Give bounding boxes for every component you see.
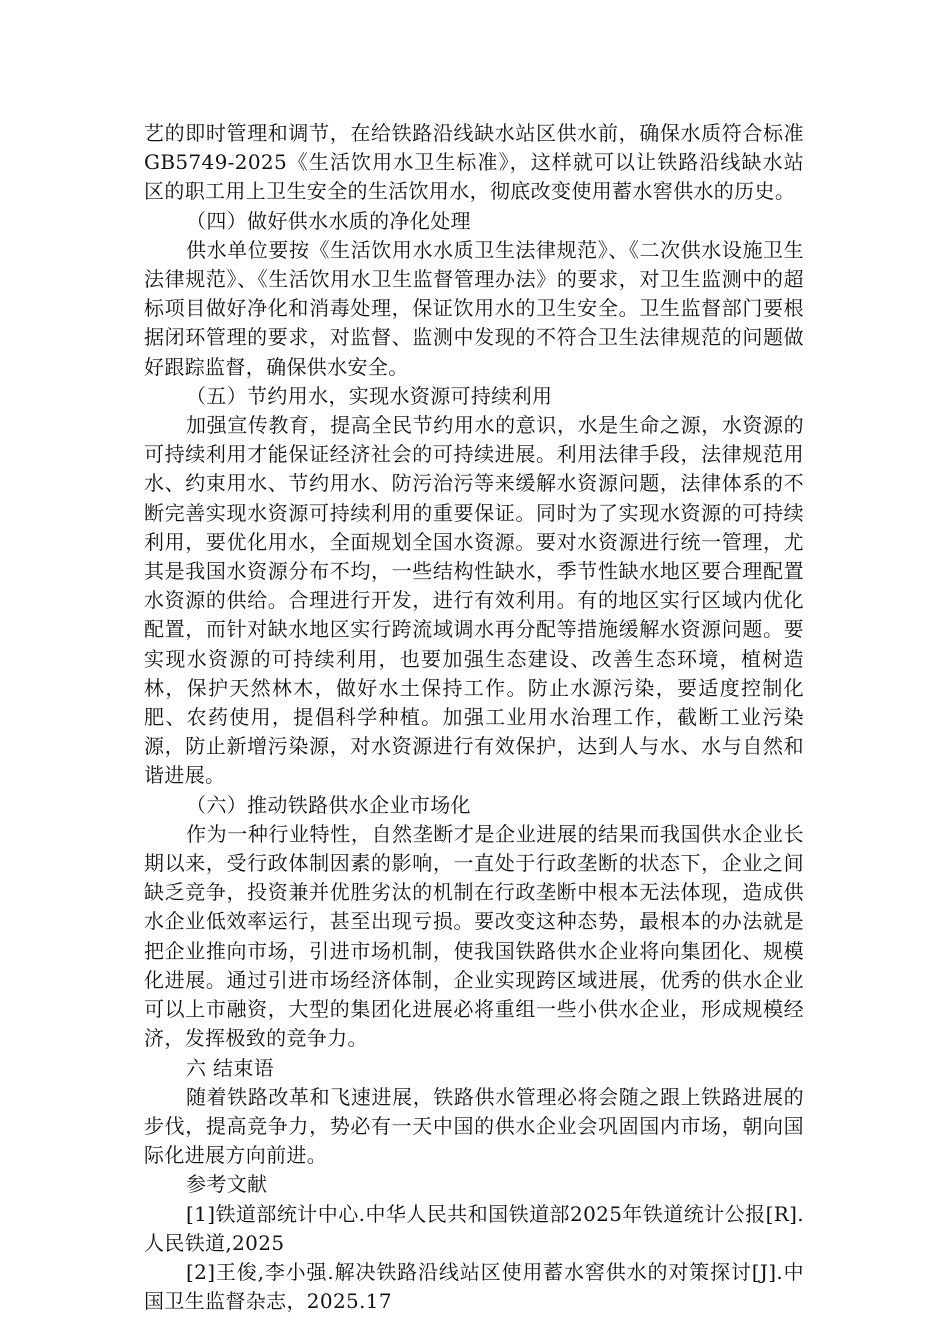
reference-item: [1]铁道部统计中心.中华人民共和国铁道部2025年铁道统计公报[R].人民铁道,2025 <box>144 1201 804 1255</box>
references-heading: 参考文献 <box>186 1172 268 1197</box>
document-page <box>144 119 804 1316</box>
paragraph-water-saving: 加强宣传教育，提高全民节约用水的意识，水是生命之源，水资源的可持续利用才能保证经济社会的可持续进展。利用法律手段，法律规范用水、约束用水、节约用水、防污治污等来缓解水资源问题，法律体系的不断完善实现水资源可持续利用的重要保证。同时为了实现水资源的可持续利用，要优化用水，全面规划全国水资源。要对水资源进行统一管理，尤其是我国水资源分布不均，一些结构性缺水，季节性缺水地区要合理配置水资源的供给。合理进行开发，进行有效利用。有的地区实行区域内优化配置，而针对缺水地区实行跨流域调水再分配等措施缓解水资源问题。要实现水资源的可持续利用，也要加强生态建设、改善生态环境，植树造林，保护天然林木，做好水土保持工作。防止水源污染，要适度控制化肥、农药使用，提倡科学种植。加强工业用水治理工作，截断工业污染源，防止新增污染源，对水资源进行有效保护，达到人与水、水与自然和谐进展。 <box>144 413 804 788</box>
conclusion-heading: 六 结束语 <box>186 1055 275 1080</box>
paragraph-purification: 供水单位要按《生活饮用水水质卫生法律规范》、《二次供水设施卫生法律规范》、《生活饮用水卫生监督管理办法》的要求，对卫生监测中的超标项目做好净化和消毒处理，保证饮用水的卫生安全。卫生监督部门要根据闭环管理的要求，对监督、监测中发现的不符合卫生法律规范的问题做好跟踪监督，确保供水安全。 <box>144 237 804 379</box>
paragraph-marketization: 作为一种行业特性，自然垄断才是企业进展的结果而我国供水企业长期以来，受行政体制因素的影响，一直处于行政垄断的状态下，企业之间缺乏竞争，投资兼并优胜劣汰的机制在行政垄断中根本无法体现，造成供水企业低效率运行，甚至出现亏损。要改变这种态势，最根本的办法就是把企业推向市场，引进市场机制，使我国铁路供水企业将向集团化、规模化进展。通过引进市场经济体制，企业实现跨区域进展，优秀的供水企业可以上市融资，大型的集团化进展必将重组一些小供水企业，形成规模经济，发挥极致的竞争力。 <box>144 821 804 1051</box>
reference-item: [2]王俊,李小强.解决铁路沿线站区使用蓄水窖供水的对策探讨[J].中国卫生监督杂志，2025.17 <box>144 1259 804 1314</box>
section-heading-5: （五）节约用水，实现水资源可持续利用 <box>186 383 553 408</box>
paragraph-conclusion: 随着铁路改革和飞速进展，铁路供水管理必将会随之跟上铁路进展的步伐，提高竞争力，势必有一天中国的供水企业会巩固国内市场，朝向国际化进展方向前进。 <box>144 1084 804 1168</box>
paragraph-water-quality-intro: 艺的即时管理和调节，在给铁路沿线缺水站区供水前，确保水质符合标准GB5749-2025《生活饮用水卫生标准》，这样就可以让铁路沿线缺水站区的职工用上卫生安全的生活饮用水，彻底改变使用蓄水窖供水的历史。 <box>144 121 804 204</box>
section-heading-4: （四）做好供水水质的净化处理 <box>186 208 471 233</box>
section-heading-6: （六）推动铁路供水企业市场化 <box>186 792 471 817</box>
